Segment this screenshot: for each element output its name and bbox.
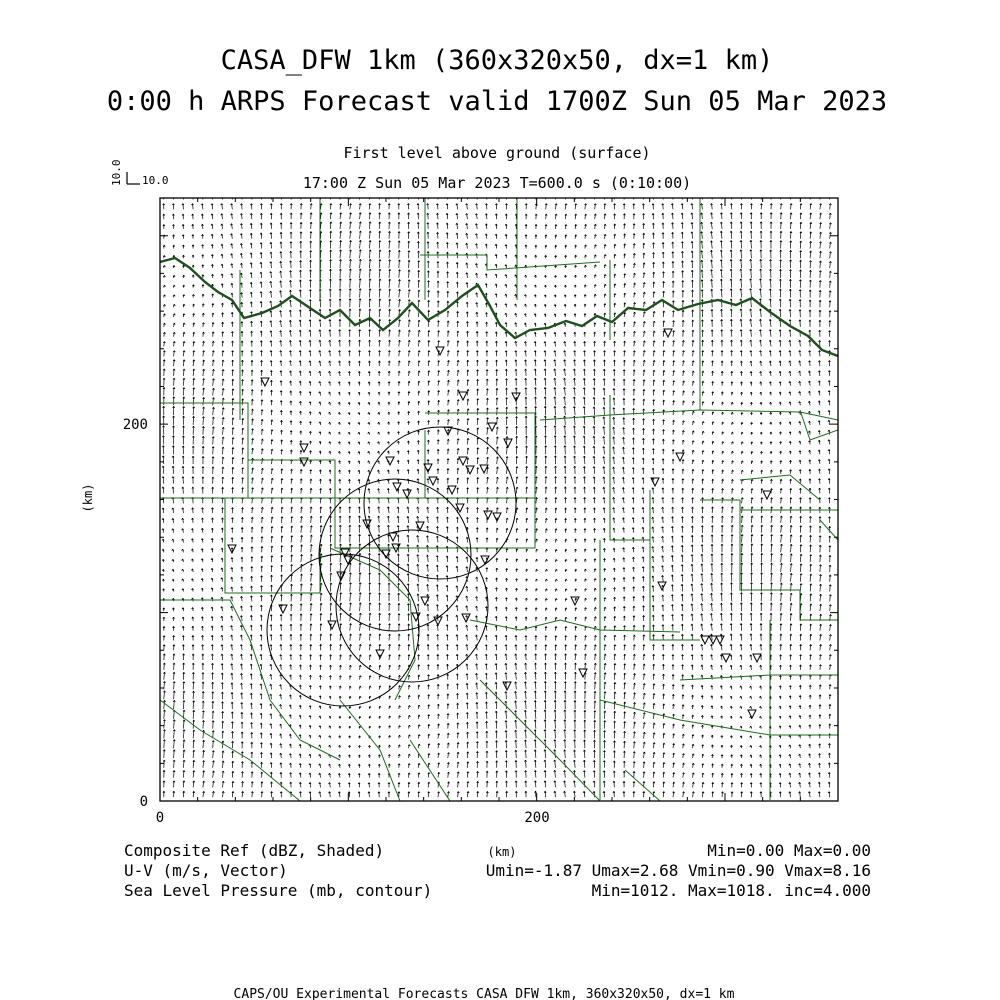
- wind-vector-field: [162, 193, 832, 797]
- x-tick-200: 200: [524, 810, 550, 826]
- station-triangle-icon: [436, 347, 444, 355]
- legend-uv-stats: Umin=-1.87 Umax=2.68 Vmin=0.90 Vmax=8.16: [485, 861, 871, 880]
- legend-slp: Sea Level Pressure (mb, contour): [124, 881, 433, 900]
- station-triangle-icon: [279, 605, 287, 613]
- subtitle-level: First level above ground (surface): [343, 144, 651, 162]
- county-line: [340, 700, 400, 801]
- county-line: [625, 770, 660, 801]
- reference-vector-u-label: 10.0: [142, 174, 169, 187]
- station-triangle-icon: [429, 477, 437, 485]
- station-triangle-icon: [459, 457, 467, 465]
- county-line: [225, 498, 320, 593]
- station-triangle-icon: [459, 392, 467, 400]
- station-triangle-icon: [709, 636, 717, 644]
- county-line: [410, 740, 450, 801]
- station-triangle-icon: [261, 378, 269, 386]
- station-triangle-icon: [763, 491, 771, 499]
- legend-composite-ref: Composite Ref (dBZ, Shaded): [124, 841, 385, 860]
- subtitle-time: 17:00 Z Sun 05 Mar 2023 T=600.0 s (0:10:00): [302, 174, 692, 192]
- y-axis-label: (km): [81, 483, 95, 513]
- title-line-1: CASA_DFW 1km (360x320x50, dx=1 km): [220, 45, 774, 76]
- county-line: [600, 700, 838, 735]
- station-triangle-icon: [664, 329, 672, 337]
- county-line: [800, 410, 838, 440]
- station-triangle-icon: [448, 486, 456, 494]
- county-line: [160, 700, 300, 801]
- county-line: [480, 680, 600, 801]
- legend-uv: U-V (m/s, Vector): [124, 861, 288, 880]
- county-line: [425, 413, 535, 530]
- county-line: [610, 395, 650, 540]
- station-triangle-icon: [716, 636, 724, 644]
- legend-slp-stats: Min=1012. Max=1018. inc=4.000: [591, 881, 871, 900]
- station-triangle-icon: [403, 490, 411, 498]
- county-line: [740, 475, 820, 500]
- county-boundaries: [160, 198, 838, 801]
- county-line: [700, 500, 838, 620]
- county-line: [160, 600, 340, 760]
- y-tick-0: 0: [139, 794, 148, 810]
- station-triangle-icon: [386, 457, 394, 465]
- station-triangle-icon: [722, 654, 730, 662]
- station-triangle-icon: [748, 710, 756, 718]
- radar-range-ring: [319, 479, 471, 631]
- x-axis-label: (km): [487, 845, 517, 859]
- wind-vectors: [162, 193, 832, 797]
- station-triangle-icon: [462, 614, 470, 622]
- y-tick-200: 200: [122, 417, 148, 433]
- legend-composite-ref-stats: Min=0.00 Max=0.00: [707, 841, 871, 860]
- radar-range-ring: [336, 530, 488, 682]
- reference-vector-key: [110, 160, 169, 188]
- county-line: [680, 675, 838, 680]
- title-line-2: 0:00 h ARPS Forecast valid 1700Z Sun 05 Mar 2023: [106, 86, 888, 117]
- station-triangle-icon: [504, 439, 512, 447]
- station-triangle-icon: [481, 556, 489, 564]
- station-triangle-icon: [753, 654, 761, 662]
- station-triangle-icon: [484, 511, 492, 519]
- footer-credit: CAPS/OU Experimental Forecasts CASA DFW 1km, 360x320x50, dx=1 km: [233, 987, 735, 1000]
- x-tick-0: 0: [155, 810, 165, 826]
- station-triangle-icon: [389, 533, 397, 541]
- station-markers: [228, 329, 771, 718]
- station-triangle-icon: [488, 423, 496, 431]
- reference-vector-v-label: 10.0: [110, 159, 123, 186]
- station-triangle-icon: [503, 682, 511, 690]
